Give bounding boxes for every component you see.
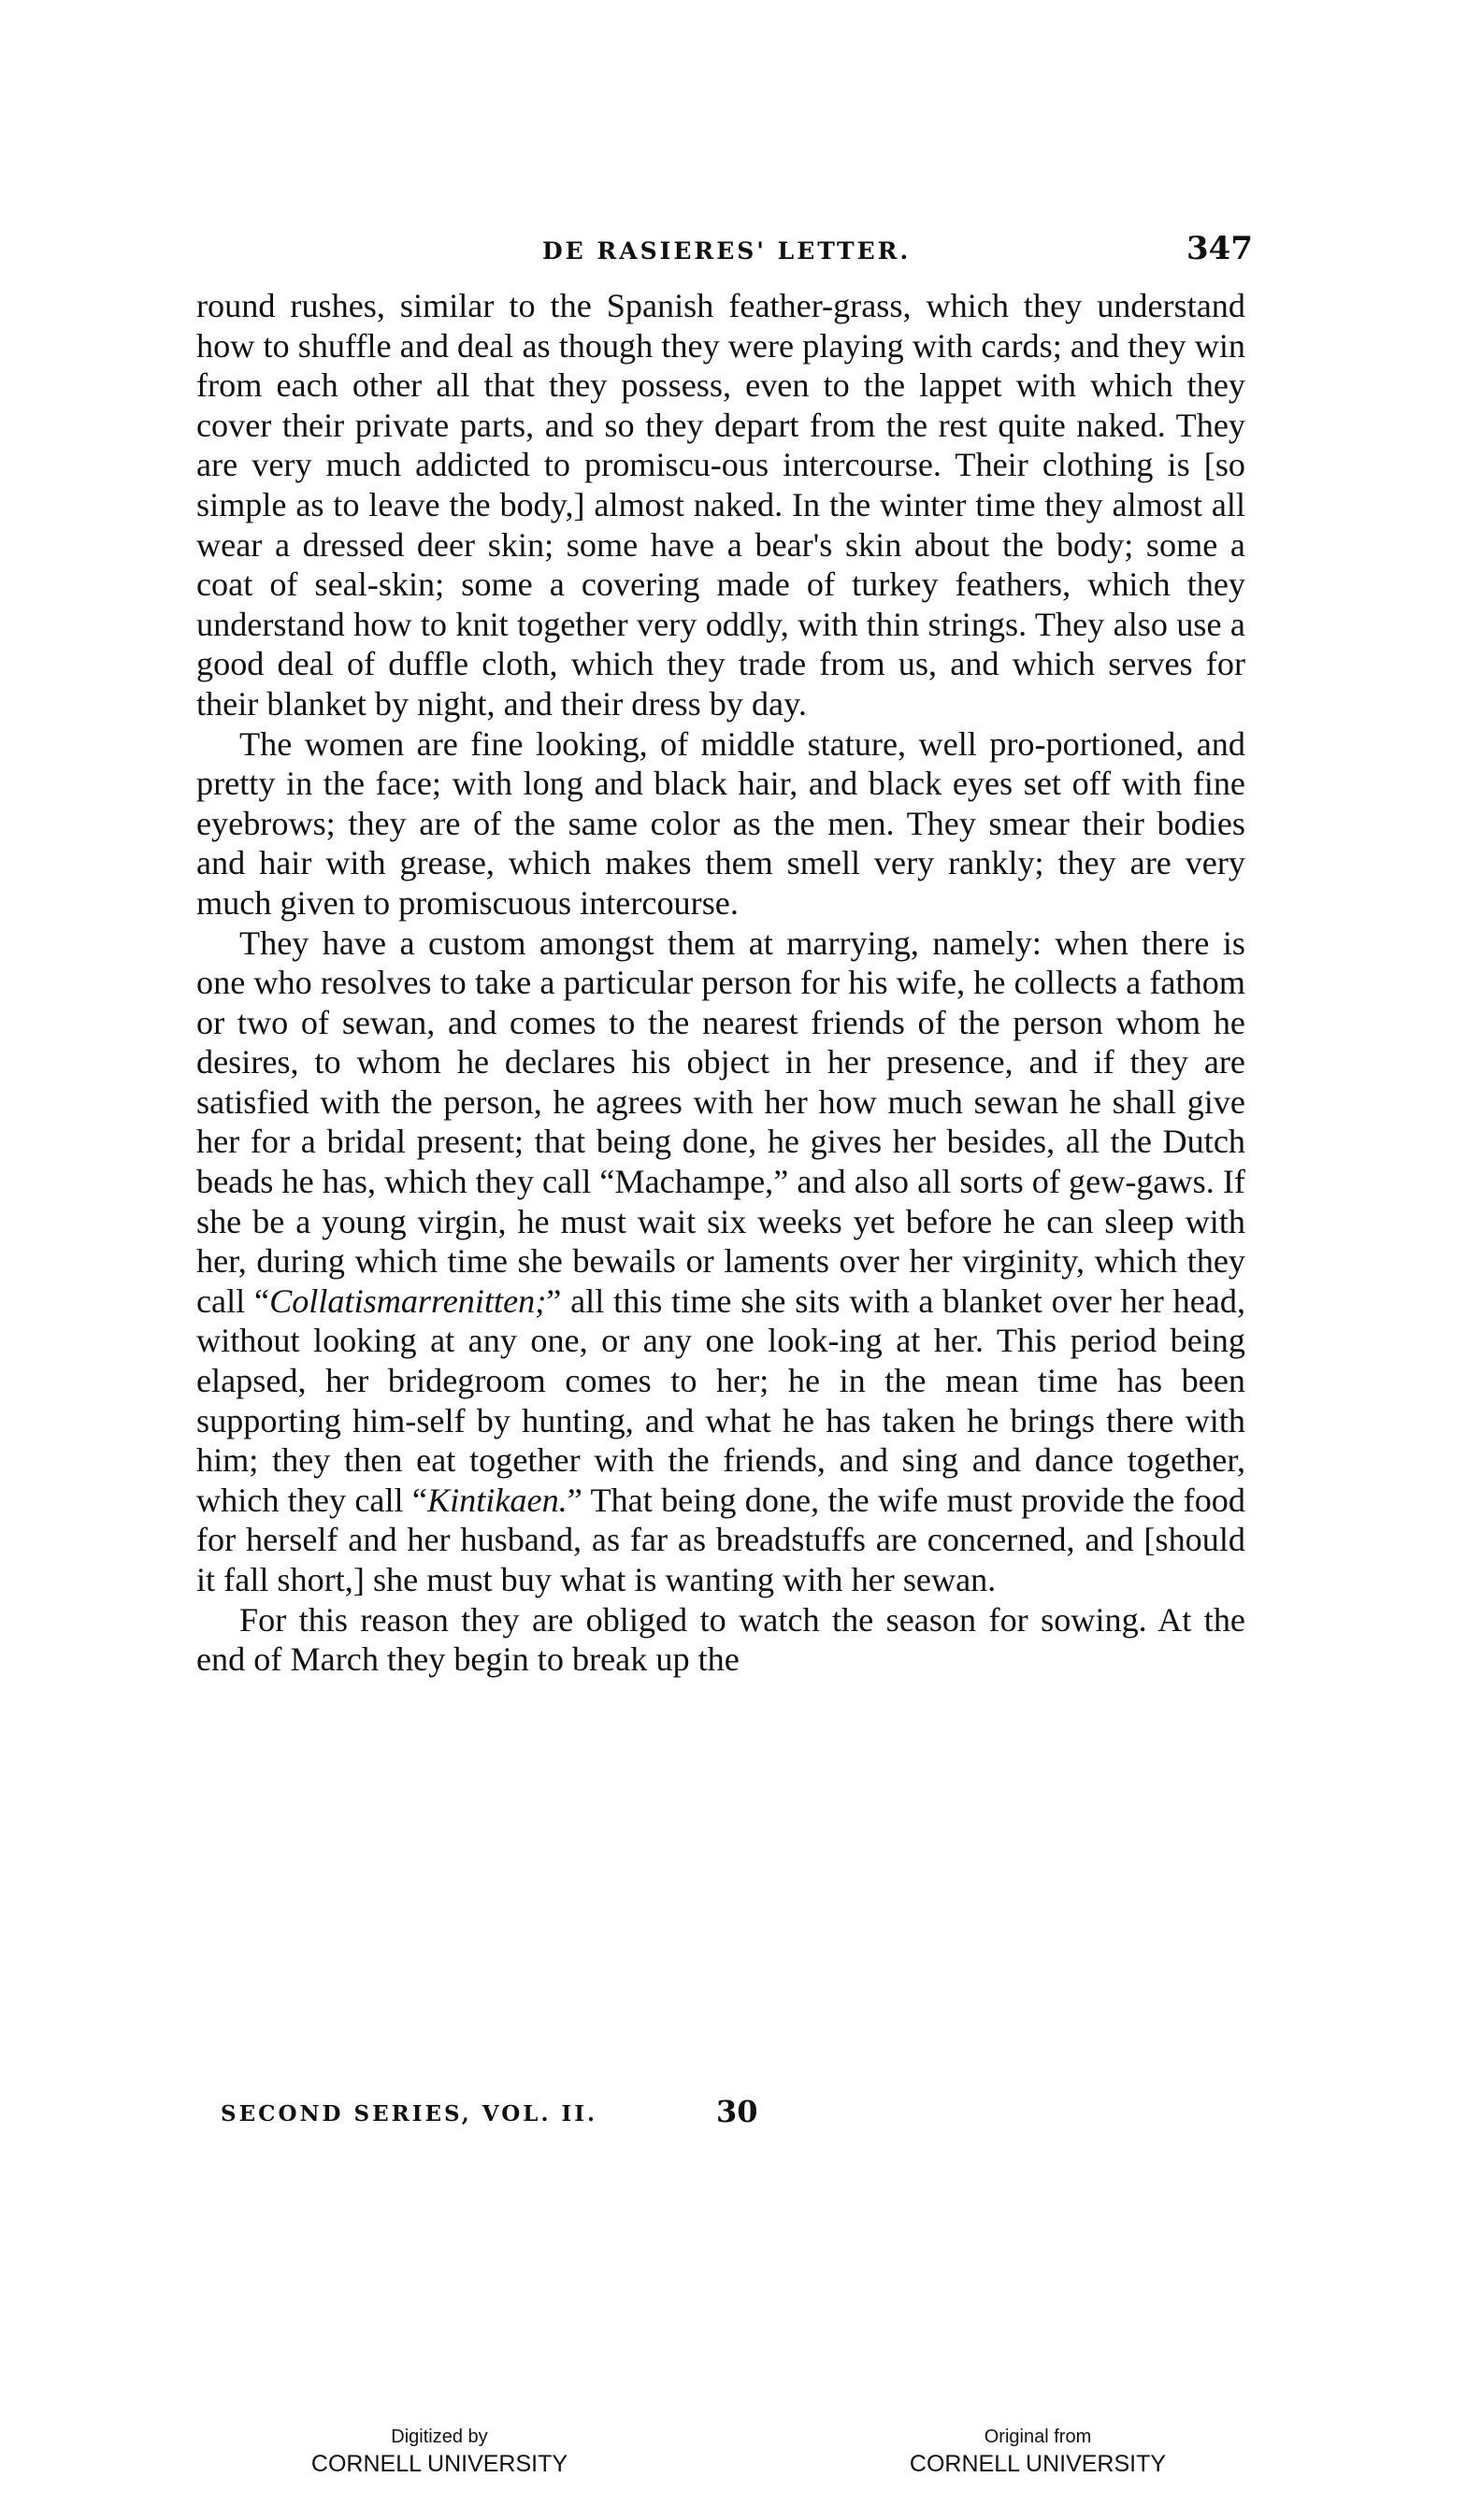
body-paragraph	[196, 924, 1245, 1600]
paragraph-text: They have a custom amongst them at marrying, namely: when there is one who resolves to take a particular person for his wife, he collects a fathom or two of sewan, and comes to the nearest friends of the person whom he desires, to whom he declares his object in her presence, and if they are satisfied with the person, he agrees with her how much sewan he shall give her for a bridal present; that being done, he gives her besides, all the Dutch beads he has, which they call “Machampe,” and also all sorts of gew-gaws. If she be a young virgin, he must wait six weeks yet before he can sleep with her, during which time she bewails or laments over her virginity, which they call “	[196, 924, 1245, 1320]
signature-label: SECOND SERIES, VOL. II.	[221, 2101, 597, 2126]
footer-original-label: Original from	[984, 2427, 1092, 2447]
body-text	[196, 286, 1245, 1680]
paragraph-text: round rushes, similar to the Spanish feather-grass, which they understand how to shuffle and deal as though they were playing with cards; and they win from each other all that they possess, even to the lappet with which they cover their private parts, and so they depart from the rest quite naked. They are very much addicted to promiscu-ous intercourse. Their clothing is [so simple as to leave the body,] almost naked. In the winter time they almost all wear a dressed deer skin; some have a bear's skin about the body; some a coat of seal-skin; some a covering made of turkey feathers, which they understand how to knit together very oddly, with thin strings. They also use a good deal of duffle cloth, which they trade from us, and which serves for their blanket by night, and their dress by day.	[196, 287, 1245, 723]
paragraph-text: ” all this time she sits with a blanket over her head, without looking at any one, or any one look-ing at her. This period being elapsed, her bridegroom comes to her; he in the mean time has been supporting him-self by hunting, and what he has taken he brings there with him; they then eat together with the friends, and sing and dance together, which they call “	[196, 1281, 1245, 1519]
body-paragraph	[196, 286, 1245, 724]
body-paragraph	[196, 724, 1245, 924]
footer-original-from	[851, 2425, 1225, 2479]
paragraph-text: ” That being done, the wife must provide the food for herself and her husband, as far as breadstuffs are concerned, and [should it fall short,] she must buy what is wanting with her sewan.	[196, 1481, 1245, 1598]
running-head	[196, 230, 1253, 277]
italic-term: Kintikaen.	[426, 1481, 568, 1519]
footer-digitized-institution: CORNELL UNIVERSITY	[310, 2451, 568, 2477]
paragraph-text: For this reason they are obliged to watch the season for sowing. At the end of March they begin to break up the	[196, 1600, 1245, 1679]
footer-digitized-label: Digitized by	[391, 2427, 488, 2447]
paragraph-text: The women are fine looking, of middle stature, well pro-portioned, and pretty in the face; with long and black hair, and black eyes set off with fine eyebrows; they are of the same color as the men. They smear their bodies and hair with grease, which makes them smell very rankly; they are very much given to promiscuous intercourse.	[196, 724, 1245, 922]
page-number: 347	[1186, 230, 1253, 267]
footer-original-institution: CORNELL UNIVERSITY	[909, 2451, 1167, 2477]
signature-number: 30	[716, 2094, 758, 2129]
signature-line	[221, 2094, 1062, 2131]
body-paragraph	[196, 1600, 1245, 1680]
footer-digitized-by	[252, 2425, 626, 2479]
italic-term: Collatismarrenitten;	[269, 1281, 547, 1320]
running-title: DE RASIERES' LETTER.	[542, 237, 912, 265]
